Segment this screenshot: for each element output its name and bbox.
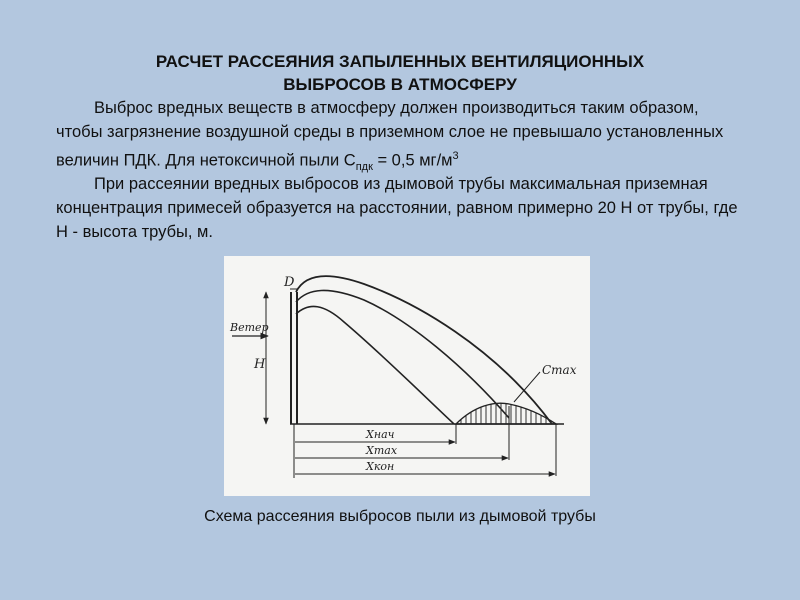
paragraph-1 bbox=[56, 96, 746, 179]
title-line-2: ВЫБРОСОВ В АТМОСФЕРУ bbox=[283, 75, 517, 94]
pdk-value: = 0,5 мг/м bbox=[372, 151, 453, 170]
label-wind: Ветер bbox=[230, 321, 269, 334]
title-line-1: РАСЧЕТ РАССЕЯНИЯ ЗАПЫЛЕННЫХ ВЕНТИЛЯЦИОННЫХ bbox=[155, 52, 645, 71]
plume-outer-boundary bbox=[296, 276, 552, 424]
plume-inner-boundary bbox=[296, 306, 454, 424]
label-h: H bbox=[254, 357, 266, 372]
label-xmax: Xmax bbox=[366, 444, 398, 457]
slide-title bbox=[60, 50, 740, 96]
paragraph-2 bbox=[56, 172, 746, 244]
pdk-subscript: пдк bbox=[355, 160, 373, 173]
dispersion-diagram bbox=[224, 256, 590, 496]
concentration-curve-area bbox=[456, 403, 556, 424]
label-xnach: Xнач bbox=[366, 428, 395, 441]
label-xkon: Xкон bbox=[366, 460, 395, 473]
paragraph-2-text: При рассеянии вредных выбросов из дымовой трубы максимальная приземная концентрация примесей образуется на расстоянии, равном примерно 20 Н от трубы, где Н - высота трубы, м. bbox=[56, 175, 738, 241]
figure-caption: Схема рассеяния выбросов пыли из дымовой трубы bbox=[204, 508, 596, 525]
unit-superscript: 3 bbox=[452, 150, 459, 162]
label-d: D bbox=[284, 275, 295, 290]
dispersion-diagram-svg bbox=[224, 256, 590, 496]
cmax-leader bbox=[514, 372, 540, 402]
paragraph-1-text: Выброс вредных веществ в атмосферу должен производиться таким образом, чтобы загрязнение воздушной среды в приземном слое не превышало установленных величин ПДК. Для нетоксичной пыли С bbox=[56, 99, 724, 170]
label-cmax: Cmax bbox=[542, 363, 577, 377]
